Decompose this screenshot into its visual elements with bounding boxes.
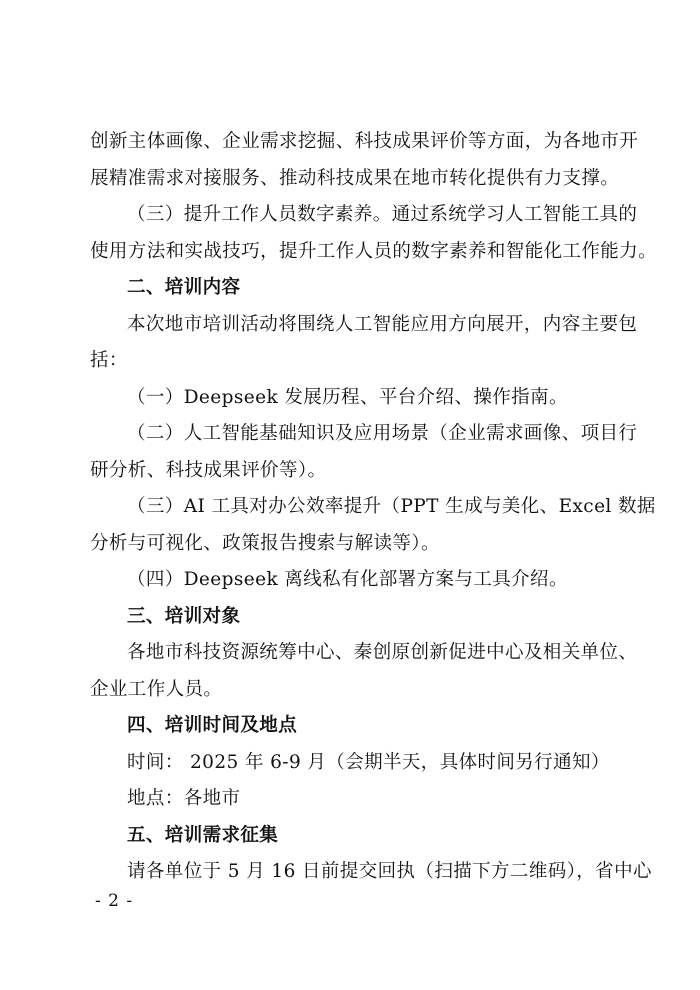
body-text-line: （三）提升工作人员数字素养。通过系统学习人工智能工具的 [127, 204, 638, 225]
list-item-continuation: 研分析、科技成果评价等）。 [90, 459, 327, 481]
body-text-line: 创新主体画像、企业需求挖掘、科技成果评价等方面，为各地市开 [90, 131, 639, 152]
body-text-line: 括： [90, 350, 128, 371]
body-text-line: 使用方法和实战技巧，提升工作人员的数字素养和智能化工作能力。 [90, 240, 658, 262]
section-heading-time-location: 四、培训时间及地点 [127, 715, 298, 736]
section-heading-content: 二、培训内容 [127, 277, 241, 298]
section-heading-demand: 五、培训需求征集 [127, 824, 279, 846]
list-item: （三）AI 工具对办公效率提升（PPT 生成与美化、Excel 数据 [127, 496, 656, 517]
section-heading-audience: 三、培训对象 [127, 605, 241, 627]
body-text-line: 企业工作人员。 [90, 678, 223, 700]
list-item-continuation: 分析与可视化、政策报告搜索与解读等）。 [90, 532, 440, 554]
body-text-line: 各地市科技资源统筹中心、秦创原创新促进中心及相关单位、 [127, 642, 638, 663]
list-item: （一）Deepseek 发展历程、平台介绍、操作指南。 [127, 386, 568, 408]
page-number: - 2 - [95, 891, 134, 911]
body-text-line: 展精准需求对接服务、推动科技成果在地市转化提供有力支撑。 [90, 167, 620, 189]
body-text-line: 请各单位于 5 月 16 日前提交回执（扫描下方二维码），省中心 [127, 861, 652, 882]
time-line: 时间： 2025 年 6-9 月（会期半天，具体时间另行通知） [127, 751, 610, 773]
document-body [90, 124, 658, 891]
body-text-line: 本次地市培训活动将围绕人工智能应用方向展开，内容主要包 [127, 313, 638, 335]
location-line: 地点：各地市 [127, 788, 241, 809]
list-item: （四）Deepseek 离线私有化部署方案与工具介绍。 [127, 569, 568, 590]
list-item: （二）人工智能基础知识及应用场景（企业需求画像、项目行 [127, 423, 638, 444]
